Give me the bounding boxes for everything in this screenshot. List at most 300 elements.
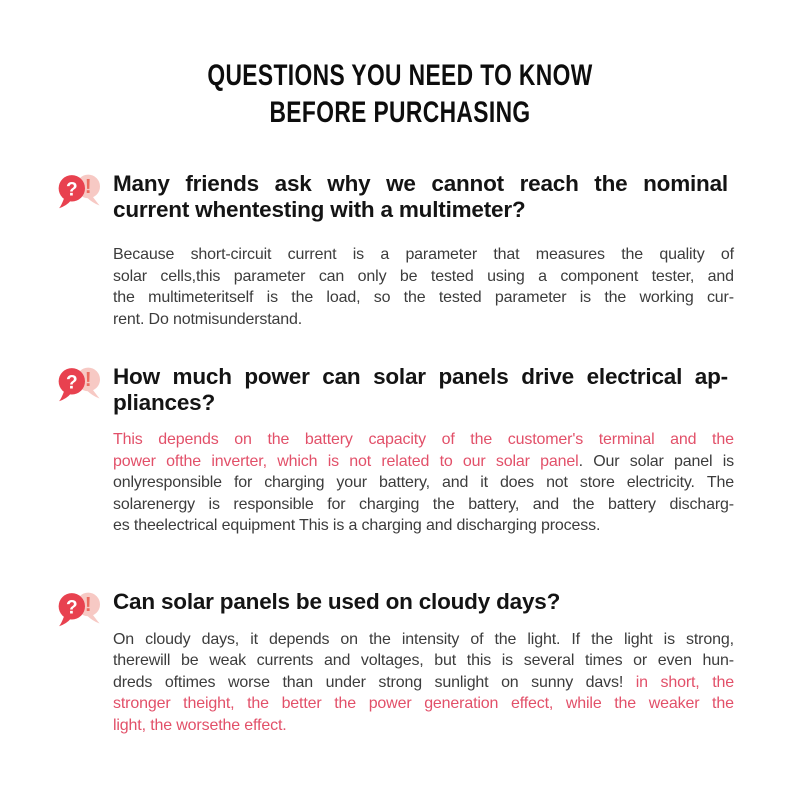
text-piece: generation <box>424 695 499 712</box>
text-run <box>573 494 595 516</box>
text-piece: The <box>706 474 734 491</box>
text-piece: that <box>493 246 520 263</box>
text-piece: a <box>538 267 547 285</box>
text-run <box>538 266 547 288</box>
text-run <box>183 693 234 715</box>
text-run <box>158 429 218 451</box>
text-run <box>400 266 418 288</box>
text-piece: than <box>282 673 314 691</box>
text-run <box>113 171 170 197</box>
text-run <box>358 266 387 288</box>
text-run <box>113 472 222 494</box>
text-piece: customer's <box>507 431 584 448</box>
text-piece: cells,this <box>160 267 221 285</box>
text-run <box>267 429 289 451</box>
text-piece: of <box>470 630 484 648</box>
text-piece: our <box>462 452 486 470</box>
text-piece: currents <box>256 652 314 669</box>
text-run: rent. Do notmisunderstand. <box>113 310 303 328</box>
question-text <box>113 589 728 615</box>
text-piece: parameter <box>494 289 567 306</box>
text-piece: is <box>501 652 514 669</box>
text-piece: but <box>434 652 457 669</box>
text-run <box>148 287 253 309</box>
text-run <box>463 451 486 473</box>
text-run <box>277 451 317 473</box>
text-piece: tested <box>430 267 474 285</box>
text-piece: the <box>291 289 314 306</box>
text-piece: solarenergy <box>113 495 195 513</box>
text-run <box>160 266 220 288</box>
text-piece: on <box>501 673 519 691</box>
faq-section-3 <box>0 589 800 737</box>
text-run <box>165 672 216 694</box>
text-piece: load, <box>326 289 361 306</box>
text-run <box>707 472 734 494</box>
text-piece: strong, <box>686 630 734 648</box>
text-piece: to <box>439 452 453 470</box>
text-piece: or <box>633 652 648 669</box>
text-run <box>334 693 356 715</box>
text-piece: is <box>327 452 339 470</box>
text-run <box>487 266 525 288</box>
text-piece: stronger <box>113 695 171 712</box>
text-run <box>336 472 367 494</box>
text-piece: depends <box>268 630 330 648</box>
text-run <box>247 693 269 715</box>
text-piece: not <box>349 452 372 470</box>
text-run <box>113 364 160 390</box>
text-run <box>113 429 143 451</box>
text-piece: the <box>614 695 637 712</box>
text-run <box>470 629 483 651</box>
text-piece: and <box>532 495 560 513</box>
text-run <box>580 472 615 494</box>
svg-text:?: ? <box>65 372 78 394</box>
text-run <box>643 171 728 197</box>
text-piece: panels <box>438 364 509 389</box>
text-run: current whentesting with a multimeter? <box>113 197 526 222</box>
text-run <box>185 171 259 197</box>
text-piece: onlyresponsible <box>113 474 222 491</box>
question-row <box>65 364 728 416</box>
text-piece: drive <box>521 364 574 389</box>
text-piece: this <box>466 652 492 669</box>
text-run <box>587 364 683 390</box>
text-piece: on <box>340 630 358 648</box>
text-piece: oftimes <box>164 673 216 691</box>
text-piece: and <box>323 652 351 669</box>
text-run <box>327 171 370 197</box>
text-piece: is <box>352 246 364 263</box>
answer-line <box>113 429 734 451</box>
text-piece: of <box>441 431 455 448</box>
answer-text <box>113 429 734 537</box>
question-row <box>65 171 728 223</box>
answer-line <box>113 287 734 309</box>
answer-line <box>113 693 734 715</box>
text-piece: times <box>584 652 623 669</box>
text-run <box>712 672 734 694</box>
text-run <box>608 494 656 516</box>
text-run <box>113 287 135 309</box>
text-piece: weak <box>209 652 246 669</box>
text-run <box>113 494 195 516</box>
answer-line <box>113 309 734 331</box>
answer-line <box>113 472 734 494</box>
text-piece: and <box>441 474 469 491</box>
text-piece: electrical <box>586 364 683 389</box>
text-run <box>250 629 258 651</box>
text-piece: store <box>579 474 615 491</box>
text-piece: reach <box>519 171 579 196</box>
text-run <box>621 244 643 266</box>
text-piece: better <box>281 695 322 712</box>
text-run <box>580 287 591 309</box>
text-piece: for <box>233 474 253 491</box>
text-piece: parameter <box>405 246 478 263</box>
text-run <box>431 171 504 197</box>
text-run <box>640 287 694 309</box>
text-run <box>228 672 270 694</box>
text-piece: theight, <box>183 695 235 712</box>
text-piece: panel <box>673 452 713 470</box>
text-piece: why <box>327 171 371 196</box>
text-run <box>368 429 426 451</box>
text-run <box>405 244 477 266</box>
text-run <box>234 472 252 494</box>
text-piece: battery, <box>468 495 520 513</box>
text-run <box>244 364 309 390</box>
answer-line <box>113 629 734 651</box>
text-run <box>166 451 201 473</box>
text-piece: solar <box>113 267 147 285</box>
text-piece: parameter <box>233 267 306 285</box>
text-piece: cannot <box>431 171 504 196</box>
question-exclamation-bubbles-icon <box>56 364 104 404</box>
text-piece: inverter, <box>211 452 267 470</box>
text-run <box>467 650 491 672</box>
question-exclamation-bubbles-icon <box>56 589 104 629</box>
answer-line <box>113 515 734 537</box>
text-run <box>340 629 358 651</box>
page-title <box>0 0 800 131</box>
text-piece: ap- <box>694 364 728 389</box>
text-piece: dreds <box>113 673 153 691</box>
text-run <box>374 287 391 309</box>
text-run <box>209 494 220 516</box>
text-run <box>435 672 489 694</box>
text-run <box>536 244 605 266</box>
text-piece: the <box>604 289 627 306</box>
text-run <box>234 429 252 451</box>
text-run <box>404 287 426 309</box>
question-exclamation-bubbles-icon <box>56 171 104 211</box>
text-piece: can <box>318 267 345 285</box>
text-run <box>502 650 513 672</box>
text-run <box>636 672 648 694</box>
text-piece: is <box>208 495 220 513</box>
text-run <box>359 494 419 516</box>
text-piece: the <box>267 431 290 448</box>
text-run <box>531 672 573 694</box>
text-piece: the <box>621 246 643 263</box>
text-piece: working <box>639 289 694 306</box>
text-piece: solar <box>373 364 426 389</box>
text-piece: strong <box>378 673 422 691</box>
text-piece: does <box>499 474 535 491</box>
answer-line <box>113 672 734 694</box>
question-line <box>113 197 728 223</box>
text-run <box>591 629 613 651</box>
text-run: Can solar panels be used on cloudy days? <box>113 588 561 614</box>
text-piece: davs! <box>585 673 624 691</box>
text-run <box>501 672 519 694</box>
faq-section-1 <box>0 171 800 330</box>
text-run <box>524 650 575 672</box>
text-piece: cur- <box>706 289 734 306</box>
text-run <box>381 451 429 473</box>
text-piece: effect, <box>510 695 554 712</box>
text-piece: days, <box>201 630 240 648</box>
answer-text <box>113 629 734 737</box>
text-piece: If <box>571 630 580 648</box>
text-run <box>695 364 728 390</box>
svg-text:!: ! <box>84 368 92 391</box>
text-piece: measures <box>535 246 605 263</box>
text-run <box>566 693 602 715</box>
text-run <box>703 650 734 672</box>
text-run <box>319 266 344 288</box>
text-run <box>674 451 712 473</box>
text-run <box>113 693 171 715</box>
text-run <box>291 287 313 309</box>
text-piece: is <box>266 289 278 306</box>
text-piece: much <box>172 364 232 389</box>
text-run <box>209 650 246 672</box>
text-run <box>379 472 430 494</box>
text-piece: the <box>470 431 493 448</box>
text-run <box>349 451 371 473</box>
text-piece: is <box>722 452 734 470</box>
text-piece: related <box>381 452 430 470</box>
text-run <box>686 629 734 651</box>
text-piece: several <box>523 652 575 669</box>
text-run <box>402 629 459 651</box>
text-piece: . <box>578 452 583 470</box>
text-run <box>380 244 389 266</box>
text-run <box>191 244 272 266</box>
text-piece: on <box>234 431 252 448</box>
text-piece: the <box>113 289 135 306</box>
text-run <box>480 472 488 494</box>
text-run <box>614 693 636 715</box>
text-piece: the <box>403 289 426 306</box>
text-run <box>652 266 695 288</box>
text-run <box>520 171 579 197</box>
text-piece: the <box>591 630 613 648</box>
text-piece: On <box>113 630 135 648</box>
question-line <box>113 171 728 197</box>
text-piece: it <box>480 474 488 491</box>
text-run <box>493 244 519 266</box>
text-piece: solar <box>495 452 530 470</box>
text-piece: nominal <box>643 171 728 196</box>
text-run: light, the worsethe effect. <box>113 716 287 734</box>
text-piece: discharg- <box>669 495 734 513</box>
text-run <box>649 693 700 715</box>
text-run <box>442 429 455 451</box>
text-piece: we <box>386 171 416 196</box>
text-run <box>369 629 391 651</box>
text-run <box>181 650 199 672</box>
text-run <box>723 451 734 473</box>
text-run: pliances? <box>113 390 215 415</box>
svg-text:!: ! <box>84 175 92 198</box>
text-piece: short, <box>660 673 700 691</box>
text-run <box>282 672 313 694</box>
text-run <box>521 364 574 390</box>
text-piece: power <box>113 452 156 470</box>
text-piece: and <box>707 267 734 285</box>
text-run <box>173 364 232 390</box>
text-piece: the <box>572 495 595 513</box>
text-run <box>633 650 647 672</box>
text-run <box>604 287 626 309</box>
question-line <box>113 390 728 416</box>
text-run <box>361 650 424 672</box>
page-title-line-2: BEFORE PURCHASING <box>269 96 531 129</box>
text-run <box>424 693 498 715</box>
text-piece: responsible <box>233 495 314 513</box>
text-run <box>627 472 695 494</box>
text-piece: only <box>357 267 387 285</box>
text-run <box>546 472 568 494</box>
text-run <box>328 451 339 473</box>
question-line <box>113 364 728 390</box>
text-piece: voltages, <box>360 652 424 669</box>
svg-text:?: ? <box>65 597 78 619</box>
text-piece: the <box>712 695 734 712</box>
text-run <box>431 266 474 288</box>
text-run <box>659 244 704 266</box>
text-piece: be <box>399 267 418 285</box>
question-text <box>113 364 728 416</box>
text-piece: under <box>325 673 366 691</box>
text-piece: battery <box>304 431 353 448</box>
text-piece: intensity <box>401 630 460 648</box>
text-piece: multimeteritself <box>148 289 254 306</box>
text-run <box>113 672 152 694</box>
svg-text:!: ! <box>84 593 92 616</box>
text-run <box>305 429 353 451</box>
text-run <box>326 672 366 694</box>
text-run <box>511 693 553 715</box>
text-piece: the <box>247 695 269 712</box>
text-run <box>288 244 337 266</box>
text-run <box>327 494 345 516</box>
text-piece: cloudy <box>145 630 191 648</box>
text-piece: of <box>720 246 734 263</box>
text-piece: friends <box>185 171 259 196</box>
text-run <box>326 287 360 309</box>
text-run <box>508 429 583 451</box>
text-piece: capacity <box>368 431 426 448</box>
text-run <box>496 451 530 473</box>
text-piece: component <box>560 267 639 285</box>
text-run <box>438 364 508 390</box>
text-run <box>470 429 492 451</box>
text-run <box>442 472 468 494</box>
text-run <box>658 650 692 672</box>
text-run <box>113 629 134 651</box>
text-run <box>434 650 456 672</box>
text-run <box>264 472 324 494</box>
svg-text:?: ? <box>65 179 78 201</box>
text-run <box>275 171 312 197</box>
text-piece: hun- <box>702 652 734 669</box>
question-row <box>65 588 728 619</box>
text-run <box>282 693 322 715</box>
text-piece: battery <box>608 495 656 513</box>
answer-line <box>113 266 734 288</box>
faq-section-2 <box>0 364 800 537</box>
text-run <box>533 494 559 516</box>
text-run <box>500 472 534 494</box>
answer-line <box>113 244 734 266</box>
text-piece: light <box>623 630 653 648</box>
text-run <box>560 266 638 288</box>
text-run <box>324 650 350 672</box>
text-piece: the <box>712 431 734 448</box>
text-piece: ask <box>274 171 312 196</box>
text-run <box>660 672 699 694</box>
text-run <box>495 629 517 651</box>
answer-line <box>113 715 734 737</box>
faq-sections <box>0 171 800 736</box>
text-piece: for <box>327 495 346 513</box>
text-piece: the <box>432 495 455 513</box>
text-piece: the <box>594 171 628 196</box>
question-line <box>113 589 728 615</box>
text-run <box>593 451 619 473</box>
text-run <box>712 693 734 715</box>
text-piece: the <box>712 673 734 691</box>
text-piece: it <box>250 630 258 648</box>
text-piece: Because <box>113 246 175 263</box>
text-run <box>586 672 624 694</box>
text-run <box>113 650 170 672</box>
text-piece: current <box>287 246 337 263</box>
text-piece: solar <box>629 452 664 470</box>
text-piece: which <box>277 452 318 470</box>
text-piece: electricity. <box>626 474 695 491</box>
text-piece: power <box>368 695 412 712</box>
text-run <box>211 451 267 473</box>
text-piece: even <box>657 652 692 669</box>
text-piece: is <box>579 289 592 306</box>
text-piece: tester, <box>651 267 695 285</box>
text-piece: the <box>369 630 391 648</box>
text-run <box>624 629 653 651</box>
text-run <box>233 494 313 516</box>
answer-line <box>113 650 734 672</box>
text-piece: charging <box>359 495 420 513</box>
text-run <box>712 429 734 451</box>
text-run <box>630 451 664 473</box>
text-piece: the <box>494 630 517 648</box>
text-piece: the <box>334 695 357 712</box>
